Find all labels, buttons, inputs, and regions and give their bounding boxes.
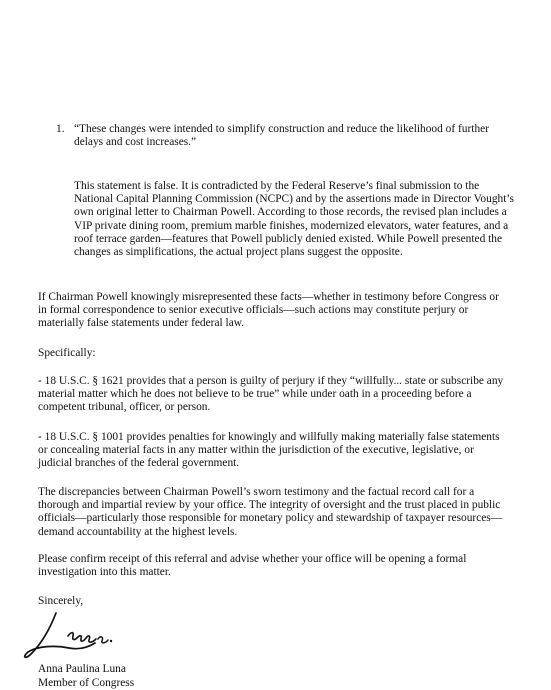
item-number: 1. [56,123,65,135]
perjury-paragraph: If Chairman Powell knowingly misrepresented these facts—whether in testimony before Congress or in formal correspondence to senior executive officials—such actions may constitute perjury or materially false statements under federal law. [38,291,499,330]
numbered-quote-item [56,123,516,149]
statute-1621-paragraph: - 18 U.S.C. § 1621 provides that a person is guilty of perjury if they “willfully... state or subscribe any material matter which he does not believe to be true” while under oath in a proceeding before a competent tribunal, officer, or person. [38,375,504,414]
statute-1001-paragraph: - 18 U.S.C. § 1001 provides penalties for knowingly and willfully making materially false statements or concealing material facts in any matter within the jurisdiction of the executive, legislative, or judicial branches of the federal government. [38,431,500,470]
discrepancies-paragraph: The discrepancies between Chairman Powell’s sworn testimony and the factual record call for a thorough and impartial review by your office. The integrity of oversight and the trust placed in public officials—particularly those responsible for monetary policy and stewardship of taxpayer resources—demand accountability at the highest levels. [38,486,503,538]
quote-rebuttal-paragraph: This statement is false. It is contradicted by the Federal Reserve’s final submission to the National Capital Planning Commission (NCPC) and by the assertions made in Director Vought’s own original letter to Chairman Powell. According to those records, the revised plan includes a VIP private dining room, premium marble finishes, modernized elevators, water features, and a roof terrace garden—features that Powell publicly denied existed. While Powell presented the changes as simplifications, the actual project plans suggest the opposite. [74,180,514,259]
confirm-receipt-paragraph: Please confirm receipt of this referral and advise whether your office will be opening a formal investigation into this matter. [38,553,467,579]
quoted-statement: “These changes were intended to simplify construction and reduce the likelihood of further delays and cost increases.” [74,123,489,149]
signer-name: Anna Paulina Luna [38,663,126,675]
specifically-heading: Specifically: [38,347,96,359]
signer-title: Member of Congress [38,677,135,689]
closing-salutation: Sincerely, [38,595,84,607]
handwritten-signature [18,606,118,664]
